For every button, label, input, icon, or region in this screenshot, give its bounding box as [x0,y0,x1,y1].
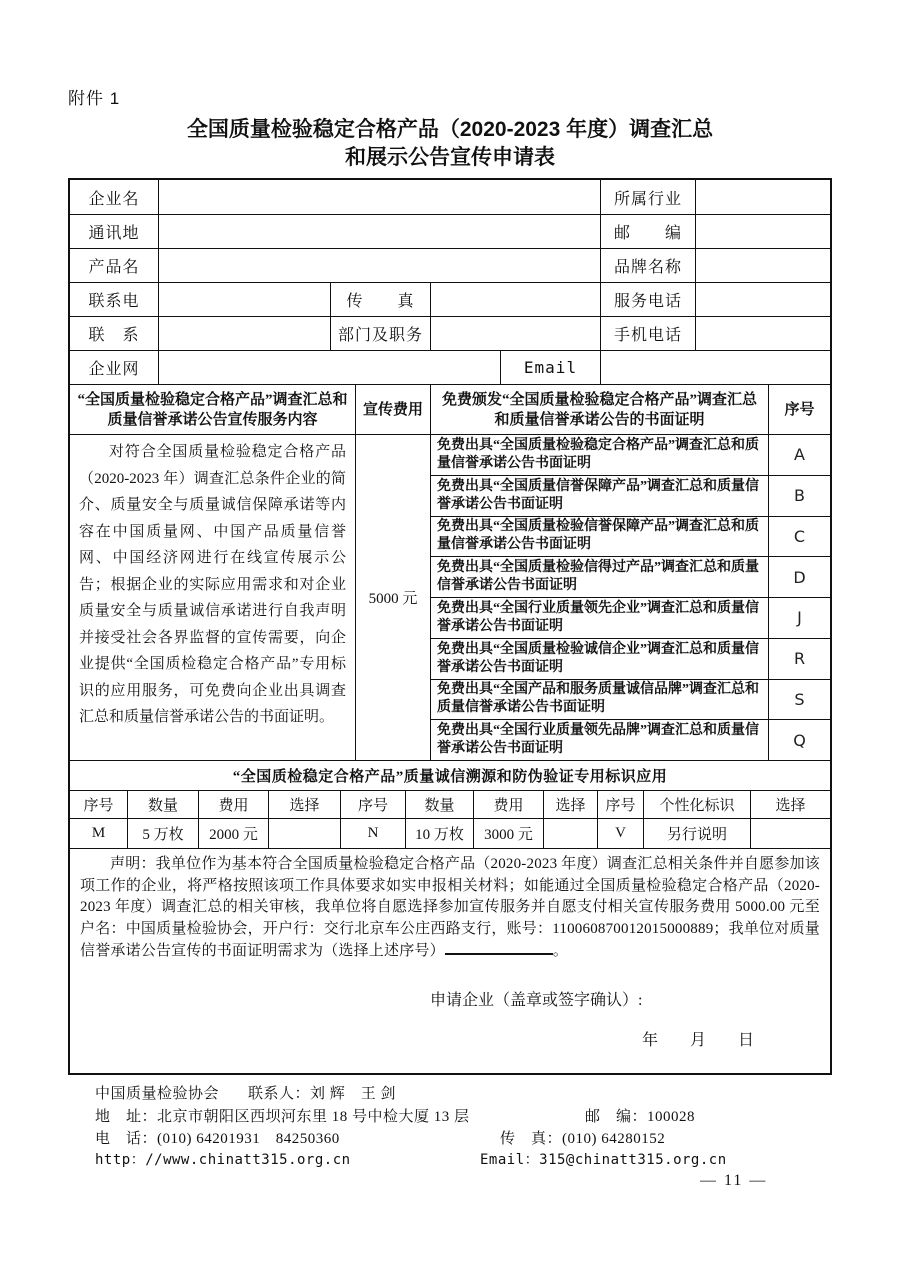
label-choice-v [750,819,830,848]
footer-fax: 传 真：(010) 64280152 [500,1131,666,1147]
document-title-line2: 和展示公告宣传申请表 [345,146,555,169]
form-row-company [70,180,830,214]
address-field [158,215,600,248]
label-data-row [70,818,830,848]
footer-contact: 联系人：刘 辉 王 剑 [248,1086,397,1102]
footer-address: 地 址：北京市朝阳区西坝河东里 18 号中检大厦 13 层 [95,1109,470,1125]
cert-row-b [431,475,830,516]
cert-text: 免费出具“全国质量信誉保障产品”调查汇总和质量信誉承诺公告书面证明 [437,478,759,512]
promo-fee-value: 5000 元 [355,435,430,760]
company-name-field [158,180,600,214]
cert-text: 免费出具“全国质量检验诚信企业”调查汇总和质量信誉承诺公告书面证明 [437,641,759,675]
label-fee-m: 2000 元 [198,819,268,848]
signature-label: 申请企业（盖章或签字确认）: [430,991,643,1009]
cert-code: A [768,435,830,475]
promo-body-row [70,434,830,760]
label-serial-m: M [91,825,106,841]
cert-row-s [431,679,830,720]
cert-code: B [768,476,830,516]
cert-text: 免费出具“全国行业质量领先品牌”调查汇总和质量信誉承诺公告书面证明 [437,723,759,757]
dept-title-field [430,317,600,350]
footer-email: Email：315@chinatt315.org.cn [480,1152,727,1168]
label-fee-header-1: 费用 [198,791,268,818]
document-title-line1: 全国质量检验稳定合格产品（2020-2023 年度）调查汇总 [186,118,714,141]
contact-field [158,317,330,350]
promo-content-header: “全国质量检验稳定合格产品”调查汇总和质量信誉承诺公告宣传服务内容 [77,391,348,428]
form-row-contact [70,316,830,350]
label-serial-n: N [340,819,405,848]
address-label: 通讯地 [88,225,140,242]
cert-text: 免费出具“全国质量检验稳定合格产品”调查汇总和质量信誉承诺公告书面证明 [437,437,759,471]
label-qty-m: 5 万枚 [127,819,198,848]
cert-text: 免费出具“全国质量检验信得过产品”调查汇总和质量信誉承诺公告书面证明 [437,560,759,594]
declaration-suffix: 。 [552,943,569,959]
contact-label: 联 系 [88,327,140,344]
industry-label: 所属行业 [600,180,695,214]
cert-row-r [431,638,830,679]
footer-org: 中国质量检验协会 [95,1086,220,1102]
form-row-address [70,214,830,248]
fax-field [430,283,600,316]
company-name-label: 企业名 [88,190,140,208]
cert-text: 免费出具“全国行业质量领先企业”调查汇总和质量信誉承诺公告书面证明 [437,600,759,634]
label-fee-n: 3000 元 [473,819,543,848]
serial-choice-blank [445,940,553,955]
email-label: Email [500,351,600,384]
email-field [600,351,830,384]
label-serial-header-3: 序号 [597,791,643,818]
date-label: 年 月 日 [641,1031,754,1049]
form-row-website [70,350,830,384]
label-qty-header-2: 数量 [405,791,473,818]
footer-website: http：//www.chinatt315.org.cn [95,1152,351,1168]
label-choice-n [543,819,597,848]
label-serial-header-2: 序号 [340,791,405,818]
form-row-phone [70,282,830,316]
product-name-field [158,249,600,282]
label-qty-n: 10 万枚 [405,819,473,848]
declaration-paragraph [80,854,820,963]
label-choice-header-3: 选择 [750,791,830,818]
footer-postcode: 邮 编：100028 [585,1109,696,1125]
cert-row-j [431,597,830,638]
phone-field [158,283,330,316]
label-qty-header-1: 数量 [127,791,198,818]
website-label: 企业网 [88,361,140,378]
label-serial-v: V [597,819,643,848]
cert-row-a [431,435,830,475]
service-phone-field [695,283,830,316]
promo-serial-header: 序号 [768,385,830,434]
phone-label: 联系电 [88,293,140,310]
declaration-text: 声明：我单位作为基本符合全国质量检验稳定合格产品（2020-2023 年度）调查汇总相关条件并自愿参加该项工作的企业，将严格按照该项工作具体要求如实申报相关材料；如能通过全国质量检验稳定合格产品（2020-2023 年度）调查汇总的相关审核，我单位将自愿选择参加宣传服务并自愿支付相关宣传服务费用 5000.00 元至户名：中国质量检验协会，开户行：交行北京车公庄西路支行，账号：110060870012015000889；我单位对质量信誉承诺公告宣传的书面证明需求为（选择上述序号） [80,856,820,959]
cert-code: S [768,680,830,720]
application-form-table [68,178,832,1075]
label-header-row [70,790,830,818]
cert-row-q [431,719,830,760]
promo-fee-header: 宣传费用 [355,385,430,434]
attachment-label: 附件 1 [68,89,121,108]
label-choice-header-2: 选择 [543,791,597,818]
website-field [158,351,500,384]
label-choice-header-1: 选择 [268,791,340,818]
postcode-label: 邮 编 [600,215,695,248]
brand-name-field [695,249,830,282]
mobile-field [695,317,830,350]
label-custom-header: 个性化标识 [643,791,750,818]
cert-code: R [768,639,830,679]
dept-title-label: 部门及职务 [330,317,430,350]
industry-field [695,180,830,214]
label-choice-m [268,819,340,848]
promo-service-description: 对符合全国质量检验稳定合格产品（2020-2023 年）调查汇总条件企业的简介、质量安全与质量诚信保障承诺等内容在中国质量网、中国产品质量信誉网、中国经济网进行在线宣传展示公告；根据企业的实际应用需求和对企业质量安全与质量诚信承诺进行自我声明并接受社会各界监督的宣传需要，向企业提供“全国质检稳定合格产品”专用标识的应用服务，可免费向企业出具调查汇总和质量信誉承诺公告的书面证明。 [79,444,346,725]
cert-code: J [768,598,830,638]
cert-code: Q [768,720,830,760]
cert-code: C [768,517,830,557]
promo-header-row [70,384,830,434]
label-custom-v: 另行说明 [643,819,750,848]
service-phone-label: 服务电话 [600,283,695,316]
cert-code: D [768,557,830,597]
product-name-label: 产品名 [88,259,140,276]
form-row-product [70,248,830,282]
cert-row-c [431,516,830,557]
promo-cert-header: 免费颁发“全国质量检验稳定合格产品”调查汇总和质量信誉承诺公告的书面证明 [430,385,768,434]
page-number: — 11 — [700,1172,768,1189]
document-title [0,116,900,172]
cert-row-d [431,556,830,597]
label-fee-header-2: 费用 [473,791,543,818]
declaration-cell [70,848,830,1073]
postcode-field [695,215,830,248]
cert-text: 免费出具“全国产品和服务质量诚信品牌”调查汇总和质量信誉承诺公告书面证明 [437,682,759,716]
promo-cert-list [430,435,830,760]
mobile-label: 手机电话 [600,317,695,350]
brand-name-label: 品牌名称 [600,249,695,282]
fax-label: 传 真 [330,283,430,316]
footer-tel: 电 话：(010) 64201931 84250360 [95,1131,340,1147]
cert-text: 免费出具“全国质量检验信誉保障产品”调查汇总和质量信誉承诺公告书面证明 [437,519,759,553]
label-serial-header-1: 序号 [83,798,114,814]
label-section-title: “全国质检稳定合格产品”质量诚信溯源和防伪验证专用标识应用 [70,760,830,790]
